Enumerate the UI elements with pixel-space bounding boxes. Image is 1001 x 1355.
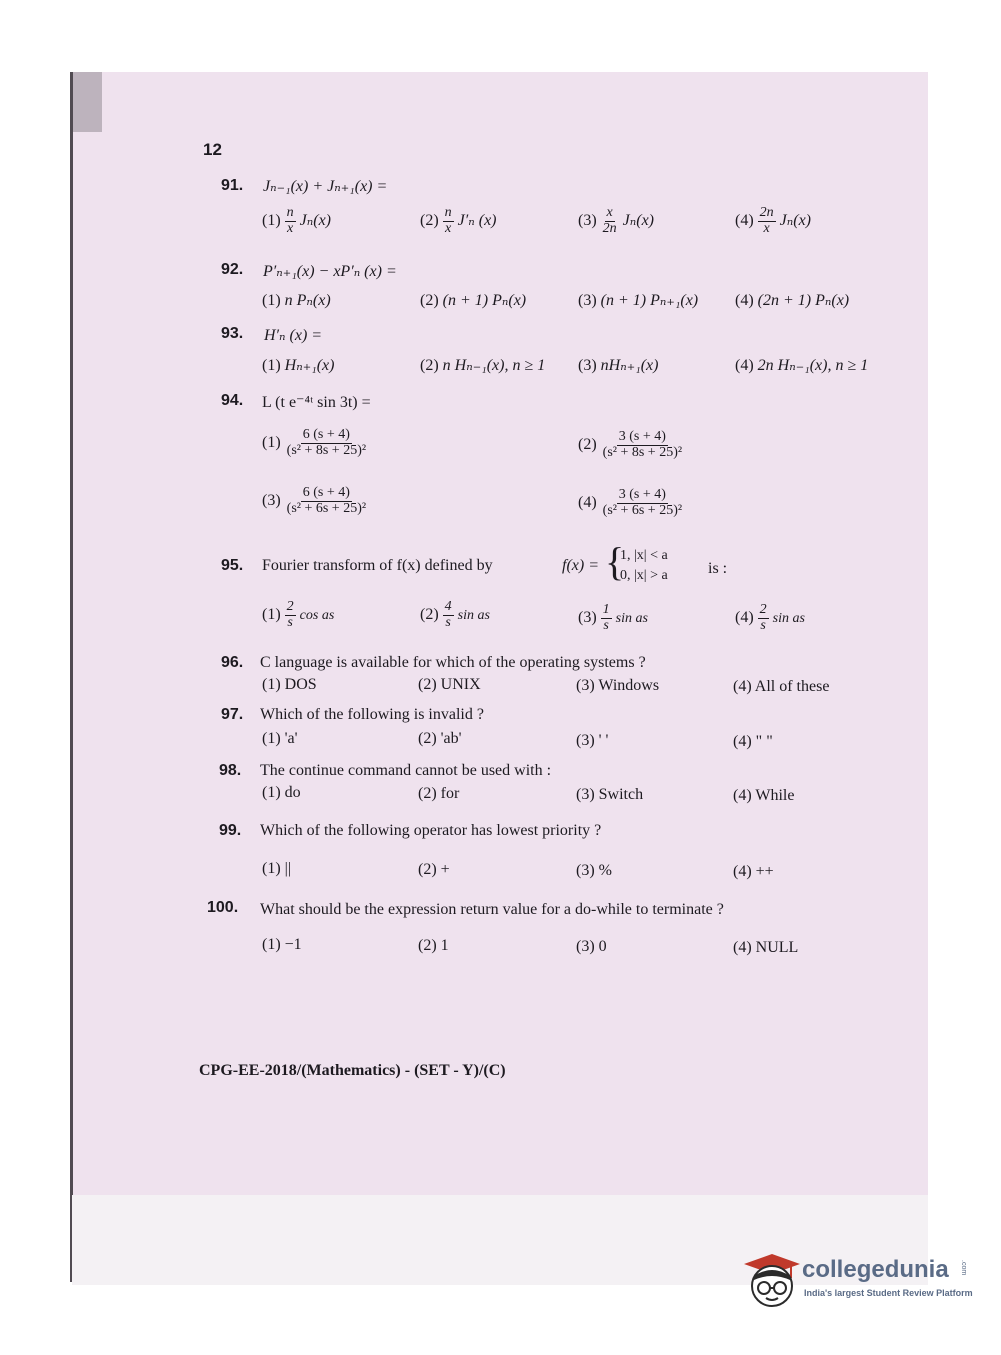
- option-text: sin as: [772, 610, 805, 626]
- option-text: 'ab': [440, 730, 462, 747]
- question-tail: is :: [708, 560, 728, 577]
- option-1: [262, 600, 334, 630]
- denominator: s: [445, 614, 451, 630]
- question-number: 99.: [219, 822, 242, 839]
- option-text: cos as: [299, 607, 335, 623]
- option-4: [735, 290, 849, 310]
- option-text: ||: [284, 860, 292, 877]
- option-2: [420, 355, 545, 375]
- option-label: (1): [262, 730, 281, 747]
- option-label: (1): [262, 433, 281, 451]
- option-label: (3): [576, 862, 595, 879]
- option-label: (2): [420, 357, 439, 374]
- option-4: [733, 678, 829, 696]
- question-stem: L (t e⁻⁴ᵗ sin 3t) =: [262, 394, 371, 411]
- question-number: 98.: [219, 762, 242, 779]
- option-label: (3): [262, 491, 281, 509]
- numerator: 6 (s + 4): [302, 485, 350, 500]
- option-label: (3): [578, 608, 597, 626]
- option-4: [733, 939, 798, 957]
- option-label: (1): [262, 357, 281, 374]
- question-stem: H′ₙ (x) =: [264, 327, 323, 344]
- option-text: Switch: [598, 786, 644, 803]
- fraction: [285, 428, 368, 458]
- case-1: 1, |x| < a: [620, 548, 668, 563]
- option-4: [578, 488, 684, 518]
- option-2: [418, 937, 449, 955]
- option-1: [262, 206, 331, 236]
- logo-wordmark: collegedunia: [802, 1256, 949, 1283]
- question-number: 97.: [221, 706, 244, 723]
- option-text: ++: [755, 863, 774, 880]
- option-label: (2): [418, 785, 437, 802]
- denominator: 2n: [602, 220, 617, 236]
- option-2: [418, 861, 450, 879]
- option-3: [578, 603, 648, 633]
- option-label: (4): [733, 939, 752, 956]
- option-3: [576, 732, 608, 750]
- denominator: (s² + 6s + 25)²: [602, 502, 683, 518]
- numerator: 1: [602, 602, 610, 617]
- option-text: 0: [598, 938, 607, 955]
- option-label: (2): [418, 730, 437, 747]
- option-2: [420, 290, 526, 310]
- numerator: n: [286, 205, 294, 220]
- option-label: (4): [735, 292, 754, 309]
- option-label: (3): [576, 732, 595, 749]
- option-3: [576, 862, 612, 880]
- option-3: [578, 290, 698, 310]
- fraction: [443, 600, 454, 630]
- option-2: [418, 785, 459, 803]
- fraction: [758, 603, 769, 633]
- fraction: [285, 486, 368, 516]
- option-label: (1): [262, 292, 281, 309]
- option-1: [262, 676, 317, 694]
- option-label: (3): [576, 786, 595, 803]
- option-text: do: [284, 784, 301, 801]
- piecewise-brace: {: [605, 539, 625, 584]
- fraction: [285, 600, 296, 630]
- question-stem: Which of the following operator has lowest priority ?: [260, 822, 602, 839]
- numerator: 2n: [759, 205, 774, 220]
- option-text: for: [440, 785, 460, 802]
- option-label: (4): [735, 608, 754, 626]
- option-2: [418, 676, 481, 694]
- function-name: f(x) =: [562, 557, 599, 574]
- scanned-page: [72, 72, 928, 1282]
- collegedunia-logo: [742, 1250, 972, 1310]
- question-number: 92.: [221, 261, 244, 278]
- option-4: [733, 863, 774, 881]
- option-text: ' ': [598, 732, 609, 749]
- option-label: (2): [578, 435, 597, 453]
- denominator: (s² + 8s + 25)²: [602, 444, 683, 460]
- option-text: 1: [440, 937, 449, 954]
- option-3: [578, 355, 658, 375]
- denominator: x: [763, 220, 770, 236]
- option-label: (4): [733, 733, 752, 750]
- option-label: (1): [262, 676, 281, 693]
- option-4: [733, 787, 794, 805]
- option-label: (3): [576, 938, 595, 955]
- option-label: (4): [733, 863, 752, 880]
- option-3: [578, 206, 654, 236]
- option-label: (4): [733, 678, 752, 695]
- denominator: s: [603, 617, 609, 633]
- question-number: 94.: [221, 392, 244, 409]
- question-stem: Jₙ₋₁(x) + Jₙ₊₁(x) =: [263, 178, 388, 195]
- question-stem: C language is available for which of the operating systems ?: [260, 654, 646, 671]
- numerator: 4: [444, 599, 452, 614]
- logo-tagline: India's largest Student Review Platform: [804, 1288, 973, 1298]
- option-3: [576, 786, 643, 804]
- fraction: [601, 206, 619, 236]
- option-3: [262, 486, 368, 516]
- piecewise-cases: [620, 546, 668, 587]
- option-2: [420, 600, 490, 630]
- denominator: x: [287, 220, 294, 236]
- option-4: [735, 355, 868, 375]
- denominator: (s² + 8s + 25)²: [286, 442, 367, 458]
- fraction: [601, 488, 684, 518]
- option-text: Jₙ(x): [299, 211, 331, 229]
- scan-shadow: [72, 72, 102, 132]
- question-number: 95.: [221, 557, 244, 574]
- option-label: (2): [418, 937, 437, 954]
- question-number: 100.: [207, 899, 239, 916]
- option-2: [578, 430, 684, 460]
- option-2: [420, 206, 497, 236]
- option-label: (2): [418, 676, 437, 693]
- page-footer: CPG-EE-2018/(Mathematics) - (SET - Y)/(C): [199, 1062, 506, 1079]
- option-text: (n + 1) Pₙ(x): [442, 292, 527, 309]
- option-text: While: [755, 787, 795, 804]
- option-text: UNIX: [440, 676, 481, 693]
- option-label: (1): [262, 605, 281, 623]
- option-text: All of these: [754, 678, 830, 695]
- option-1: [262, 936, 302, 954]
- numerator: x: [606, 205, 613, 220]
- fraction: [601, 603, 612, 633]
- option-text: sin as: [615, 610, 648, 626]
- option-label: (2): [420, 292, 439, 309]
- option-text: 'a': [284, 730, 298, 747]
- option-label: (3): [576, 677, 595, 694]
- numerator: 2: [759, 602, 767, 617]
- option-3: [576, 938, 607, 956]
- numerator: 2: [286, 599, 294, 614]
- option-label: (3): [578, 292, 597, 309]
- question-stem: P′ₙ₊₁(x) − xP′ₙ (x) =: [263, 263, 397, 280]
- option-label: (2): [420, 605, 439, 623]
- option-label: (1): [262, 936, 281, 953]
- denominator: x: [445, 220, 452, 236]
- option-text: 2n Hₙ₋₁(x), n ≥ 1: [757, 357, 869, 374]
- numerator: 3 (s + 4): [618, 429, 666, 444]
- question-number: 91.: [221, 177, 244, 194]
- option-label: (1): [262, 784, 281, 801]
- option-text: n Pₙ(x): [284, 292, 331, 309]
- page-number: 12: [203, 140, 222, 159]
- option-4: [735, 603, 805, 633]
- option-label: (2): [420, 211, 439, 229]
- option-label: (3): [578, 211, 597, 229]
- logo-suffix: .com: [960, 1260, 967, 1276]
- question-stem: Fourier transform of f(x) defined by: [262, 557, 493, 574]
- mascot-icon: [742, 1250, 802, 1310]
- option-1: [262, 730, 298, 748]
- option-text: sin as: [457, 607, 490, 623]
- fraction: [285, 206, 296, 236]
- option-label: (1): [262, 211, 281, 229]
- option-label: (4): [735, 211, 754, 229]
- option-text: Jₙ(x): [779, 211, 811, 229]
- denominator: (s² + 6s + 25)²: [286, 500, 367, 516]
- option-label: (4): [735, 357, 754, 374]
- question-stem: The continue command cannot be used with :: [260, 762, 552, 779]
- denominator: s: [760, 617, 766, 633]
- option-1: [262, 290, 331, 310]
- option-text: −1: [284, 936, 302, 953]
- question-number: 96.: [221, 654, 244, 671]
- option-text: (n + 1) Pₙ₊₁(x): [600, 292, 699, 309]
- option-text: %: [598, 862, 612, 879]
- option-text: DOS: [284, 676, 317, 693]
- option-text: Jₙ(x): [622, 211, 654, 229]
- option-1: [262, 428, 368, 458]
- option-text: " ": [755, 733, 773, 750]
- option-label: (4): [733, 787, 752, 804]
- fraction: [601, 430, 684, 460]
- question-stem: What should be the expression return value for a do-while to terminate ?: [260, 901, 724, 918]
- option-1: [262, 860, 291, 878]
- question-number: 93.: [221, 325, 244, 342]
- option-2: [418, 730, 462, 748]
- numerator: 3 (s + 4): [618, 487, 666, 502]
- option-text: NULL: [755, 939, 799, 956]
- option-text: +: [440, 861, 450, 878]
- option-text: Windows: [598, 677, 660, 694]
- option-text: nHₙ₊₁(x): [600, 357, 659, 374]
- scan-edge: [70, 72, 73, 1282]
- option-text: (2n + 1) Pₙ(x): [757, 292, 850, 309]
- denominator: s: [287, 614, 293, 630]
- option-label: (2): [418, 861, 437, 878]
- numerator: n: [444, 205, 452, 220]
- option-4: [735, 206, 811, 236]
- option-4: [733, 733, 773, 751]
- option-label: (3): [578, 357, 597, 374]
- option-text: J′ₙ (x): [457, 211, 497, 229]
- option-1: [262, 355, 334, 375]
- option-text: n Hₙ₋₁(x), n ≥ 1: [442, 357, 546, 374]
- option-text: Hₙ₊₁(x): [284, 357, 335, 374]
- option-label: (1): [262, 860, 281, 877]
- option-label: (4): [578, 493, 597, 511]
- question-stem: Which of the following is invalid ?: [260, 706, 484, 723]
- option-3: [576, 677, 659, 695]
- case-2: 0, |x| > a: [620, 568, 668, 584]
- fraction: [758, 206, 776, 236]
- numerator: 6 (s + 4): [302, 427, 350, 442]
- option-1: [262, 784, 301, 802]
- fraction: [443, 206, 454, 236]
